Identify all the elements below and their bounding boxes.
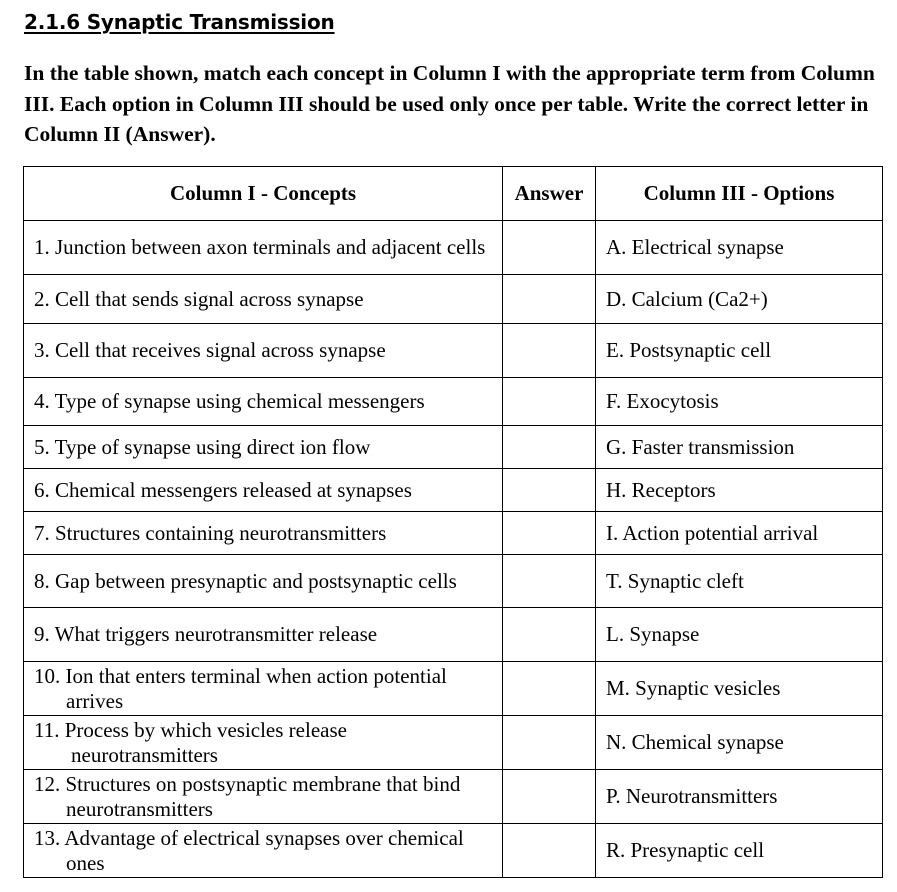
answer-cell[interactable] [503, 426, 596, 469]
concept-text: 6. Chemical messengers released at synapses [34, 477, 412, 502]
concept-text: 11. Process by which vesicles release neurotransmitters [34, 717, 347, 767]
concept-text: 7. Structures containing neurotransmitters [34, 520, 387, 545]
concept-cell [24, 512, 503, 555]
option-cell: E. Postsynaptic cell [596, 324, 883, 378]
option-cell: N. Chemical synapse [596, 716, 883, 770]
option-cell: G. Faster transmission [596, 426, 883, 469]
option-cell: F. Exocytosis [596, 378, 883, 426]
concept-text: 10. Ion that enters terminal when action potential arrives [34, 663, 447, 713]
concept-text: 4. Type of synapse using chemical messengers [34, 389, 425, 413]
concept-text: 9. What triggers neurotransmitter release [34, 622, 378, 646]
answer-cell[interactable] [503, 275, 596, 324]
table-row [24, 608, 883, 662]
concept-cell [24, 275, 503, 324]
answer-cell[interactable] [503, 555, 596, 608]
table-row [24, 512, 883, 555]
column-concepts-header: Column I - Concepts [24, 167, 503, 221]
option-cell: T. Synaptic cleft [596, 555, 883, 608]
answer-cell[interactable] [503, 662, 596, 716]
concept-cell [24, 324, 503, 378]
table-row [24, 662, 883, 716]
table-row [24, 770, 883, 824]
answer-cell[interactable] [503, 608, 596, 662]
table-row [24, 716, 883, 770]
option-cell: R. Presynaptic cell [596, 824, 883, 878]
concept-cell [24, 608, 503, 662]
option-cell: I. Action potential arrival [596, 512, 883, 555]
concept-cell [24, 662, 503, 716]
concept-cell [24, 824, 503, 878]
option-cell: H. Receptors [596, 469, 883, 512]
matching-table [23, 166, 883, 878]
option-cell: P. Neurotransmitters [596, 770, 883, 824]
concept-cell [24, 426, 503, 469]
concept-text: 2. Cell that sends signal across synapse [34, 286, 364, 311]
table-row [24, 824, 883, 878]
concept-text: 5. Type of synapse using direct ion flow [34, 434, 371, 459]
table-row [24, 555, 883, 608]
instructions-paragraph: In the table shown, match each concept in Column I with the appropriate term from Column III. Each option in Column III should be used only once per table. Write the correct letter in Column II (Answer). [24, 61, 875, 146]
column-answer-header: Answer [503, 167, 596, 221]
concept-text: 13. Advantage of electrical synapses over chemical ones [34, 825, 464, 875]
concept-cell [24, 555, 503, 608]
table-row [24, 426, 883, 469]
concept-text: 12. Structures on postsynaptic membrane that bind neurotransmitters [34, 771, 461, 821]
concept-cell [24, 469, 503, 512]
answer-cell[interactable] [503, 221, 596, 275]
answer-cell[interactable] [503, 770, 596, 824]
table-row [24, 324, 883, 378]
answer-cell[interactable] [503, 324, 596, 378]
concept-text: 8. Gap between presynaptic and postsynaptic cells [34, 568, 457, 593]
option-cell: A. Electrical synapse [596, 221, 883, 275]
table-row [24, 469, 883, 512]
option-cell: D. Calcium (Ca2+) [596, 275, 883, 324]
table-row [24, 221, 883, 275]
answer-cell[interactable] [503, 824, 596, 878]
concept-text: 3. Cell that receives signal across synapse [34, 338, 386, 362]
column-options-header: Column III - Options [596, 167, 883, 221]
concept-cell [24, 770, 503, 824]
section-heading: 2.1.6 Synaptic Transmission [24, 10, 335, 34]
table-row [24, 275, 883, 324]
concept-cell [24, 378, 503, 426]
concept-cell [24, 221, 503, 275]
concept-cell [24, 716, 503, 770]
concept-text: 1. Junction between axon terminals and adjacent cells [34, 235, 486, 259]
answer-cell[interactable] [503, 512, 596, 555]
answer-cell[interactable] [503, 469, 596, 512]
table-header-row [24, 167, 883, 221]
option-cell: M. Synaptic vesicles [596, 662, 883, 716]
table-row [24, 378, 883, 426]
answer-cell[interactable] [503, 378, 596, 426]
option-cell: L. Synapse [596, 608, 883, 662]
answer-cell[interactable] [503, 716, 596, 770]
